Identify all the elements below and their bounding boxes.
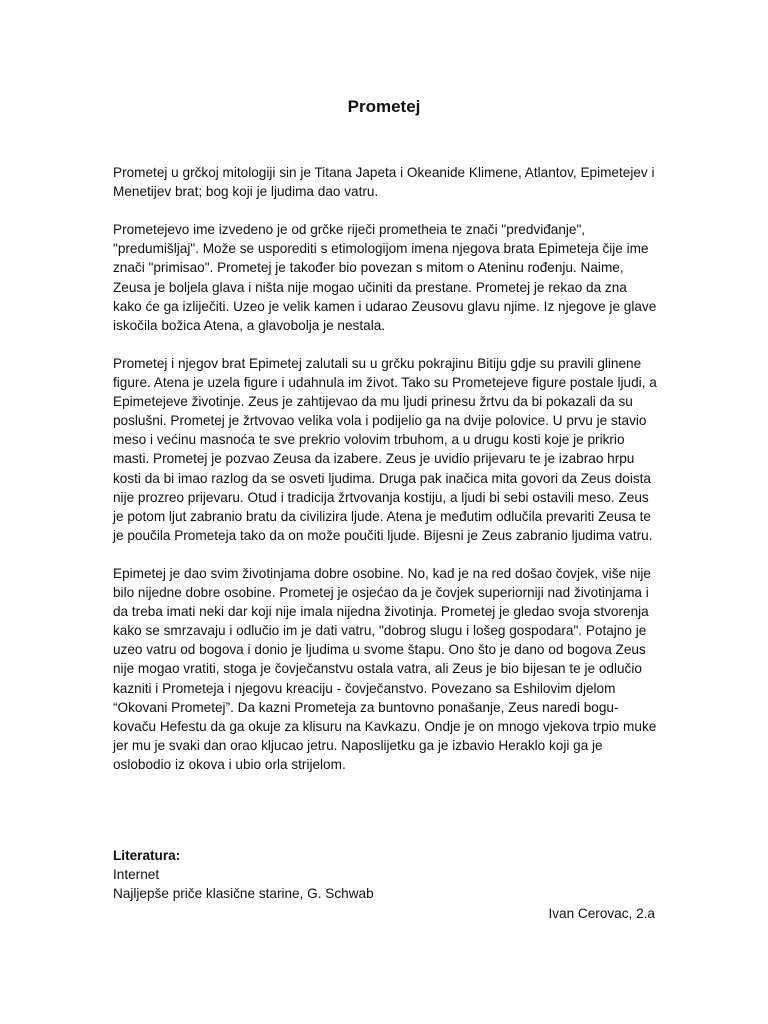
reference-item: Internet — [113, 867, 160, 883]
paragraph-fire: Epimetej je dao svim životinjama dobre osobine. No, kad je na red došao čovjek, više nije bilo nijedne dobre osobine. Prometej je osjećao da je čovjek superiorniji nad životinjama i da treba imati neki dar koji nije imala nijedna životinja. Prometej je gledao svoja stvorenja kako se smrzavaju i odlučio im je dati vatru, "dobrog slugu i lošeg gospodara". Potajno je uzeo vatru od bogova i donio je ljudima u svome štapu. Ono što je dano od bogova Zeus nije mogao vratiti, stoga je čovječanstvu ostala vatra, ali Zeus je bio bijesan te je odlučio kazniti i Prometeja i njegovu kreaciju - čovječanstvo. Povezano sa Eshilovim djelom “Okovani Prometej”. Da kazni Prometeja za buntovno ponašanje, Zeus naredi bogu-kovaču Hefestu da ga okuje za klisuru na Kavkazu. Ondje je on mnogo vjekova trpio muke jer mu je svaki dan orao kljucao jetru. Naposlijetku ga je izbavio Heraklo koji ga je oslobodio iz okova i ubio orla strijelom. — [113, 565, 657, 772]
paragraph-intro: Prometej u grčkoj mitologiji sin je Titana Japeta i Okeanide Klimene, Atlantov, Epimetejev i Menetijev brat; bog koji je ljudima dao vatru. — [113, 165, 655, 200]
document-body — [113, 163, 658, 793]
author-signature: Ivan Cerovac, 2.a — [548, 906, 655, 921]
paragraph-etymology: Prometejevo ime izvedeno je od grčke riječi prometheia te znači "predviđanje", "predumišljaj". Može se usporediti s etimologijom imena njegova brata Epimeteja čije ime znači "primisao". Prometej je također bio povezan s mitom o Ateninu rođenju. Naime, Zeusa je boljela glava i ništa nije mogao učiniti da prestane. Prometej je rekao da zna kako će ga izliječiti. Uzeo je velik kamen i udarao Zeusovu glavu njime. Iz njegove je glave iskočila božica Atena, a glavobolja je nestala. — [113, 222, 657, 333]
references-heading: Literatura: — [113, 848, 181, 863]
references-section — [113, 846, 658, 904]
document-title: Prometej — [347, 97, 421, 116]
paragraph-figures: Prometej i njegov brat Epimetej zalutali su u grčku pokrajinu Bitiju gdje su pravili glinene figure. Atena je uzela figure i udahnula im život. Tako su Prometejeve figure postale ljudi, a Epimetejeve životinje. Zeus je zahtijevao da mu ljudi prinesu žrtvu da bi pokazali da su poslušni. Prometej je žrtvovao velika vola i podijelio ga na dvije polovice. U prvu je stavio meso i većinu masnoća te sve prekrio volovim trbuhom, a u drugu kosti koje je prikrio masti. Prometej je pozvao Zeusa da izabere. Zeus je uvidio prijevaru te je izabrao hrpu kosti da bi imao razlog da se osveti ljudima. Druga pak inačica mita govori da Zeus doista nije prozreo prijevaru. Otud i tradicija žrtvovanja kostiju, a ljudi bi sebi ostavili meso. Zeus je potom ljut zabranio bratu da civilizira ljude. Atena je međutim odlučila prevariti Zeusa te je poučila Prometeja tako da on može poučiti ljude. Bijesni je Zeus zabranio ljudima vatru. — [113, 355, 657, 543]
reference-item: Najljepše priče klasične starine, G. Schwab — [113, 886, 374, 902]
